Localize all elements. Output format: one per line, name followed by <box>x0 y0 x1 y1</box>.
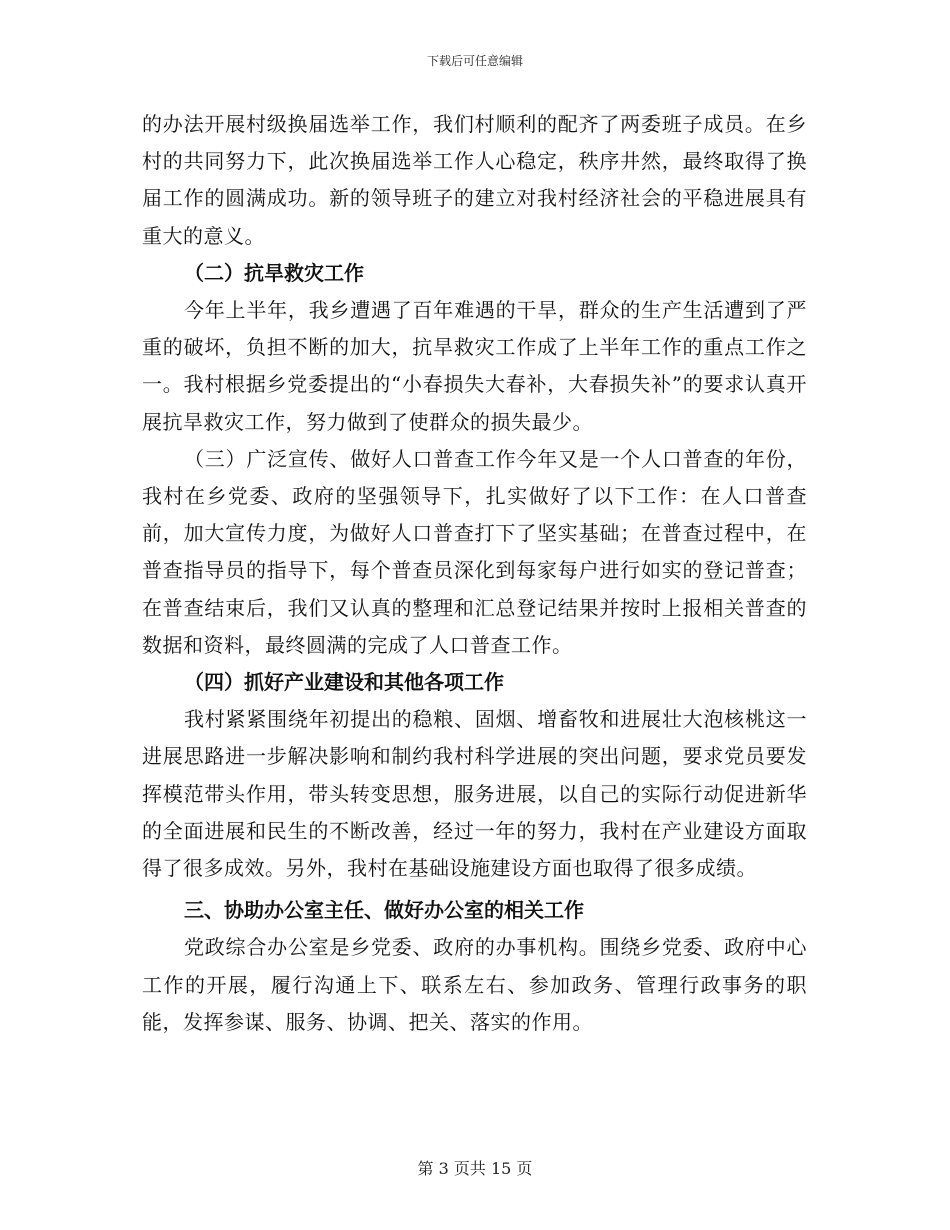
paragraph-office-work: 党政综合办公室是乡党委、政府的办事机构。围绕乡党委、政府中心工作的开展，履行沟通上下、联系左右、参加政务、管理行政事务的职能，发挥参谋、服务、协调、把关、落实的作用。 <box>142 935 807 1034</box>
heading-industry: （四）抓好产业建设和其他各项工作 <box>184 670 504 695</box>
page-header: 下载后可任意编辑 <box>426 54 523 68</box>
heading-office-work: 三、协助办公室主任、做好办公室的相关工作 <box>184 898 584 923</box>
page-footer: 第 3 页共 15 页 <box>417 1159 533 1178</box>
document-body <box>142 106 807 1041</box>
paragraph-industry: 我村紧紧围绕年初提出的稳粮、固烟、增畜牧和进展壮大泡核桃这一进展思路进一步解决影响和制约我村科学进展的突出问题，要求党员要发挥模范带头作用，带头转变思想，服务进展，以自己的实际行动促进新华的全面进展和民生的不断改善，经过一年的努力，我村在产业建设方面取得了很多成效。另外，我村在基础设施建设方面也取得了很多成绩。 <box>142 707 807 881</box>
paragraph-election: 的办法开展村级换届选举工作，我们村顺利的配齐了两委班子成员。在乡村的共同努力下，此次换届选举工作人心稳定，秩序井然，最终取得了换届工作的圆满成功。新的领导班子的建立对我村经济社会的平稳进展具有重大的意义。 <box>142 112 807 248</box>
heading-drought-relief: （二）抗旱救灾工作 <box>184 260 364 285</box>
paragraph-census: （三）广泛宣传、做好人口普查工作今年又是一个人口普查的年份，我村在乡党委、政府的坚强领导下，扎实做好了以下工作：在人口普查前，加大宣传力度，为做好人口普查打下了坚实基础；在普查过程中，在普查指导员的指导下，每个普查员深化到每家每户进行如实的登记普查；在普查结束后，我们又认真的整理和汇总登记结果并按时上报相关普查的数据和资料，最终圆满的完成了人口普查工作。 <box>142 446 807 657</box>
paragraph-drought-relief: 今年上半年，我乡遭遇了百年难遇的干旱，群众的生产生活遭到了严重的破坏，负担不断的加大，抗旱救灾工作成了上半年工作的重点工作之一。我村根据乡党委提出的“小春损失大春补，大春损失补”的要求认真开展抗旱救灾工作，努力做到了使群众的损失最少。 <box>142 298 807 434</box>
